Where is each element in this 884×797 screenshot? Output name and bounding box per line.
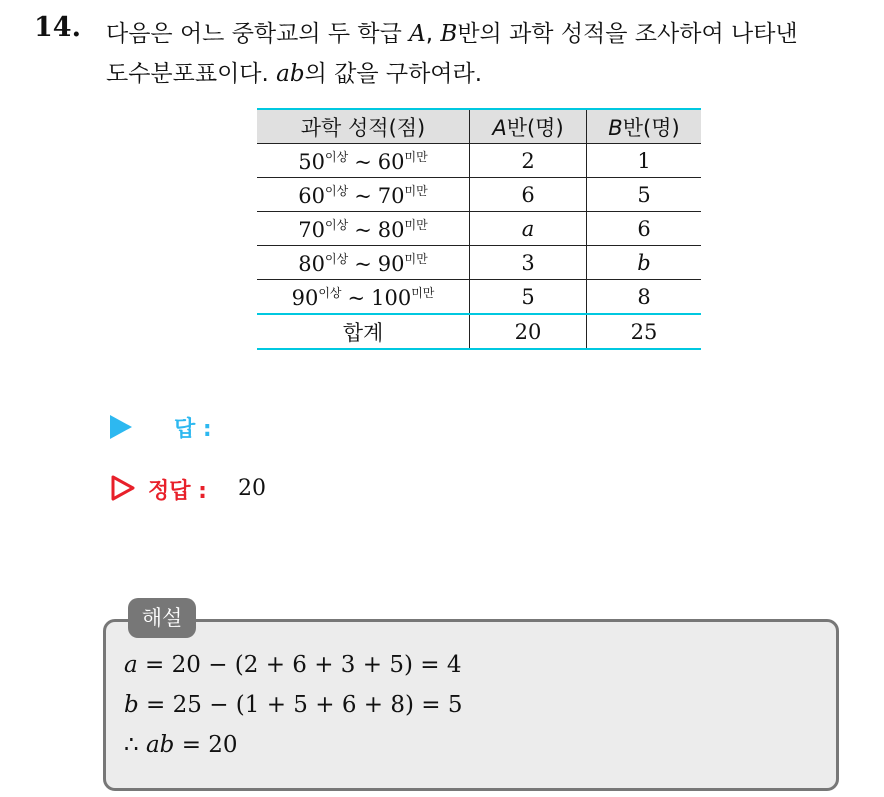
score-range — [257, 178, 470, 212]
comma: , — [425, 21, 441, 47]
range-low: 80 — [298, 251, 325, 276]
sol-expr: = 20 − (2 + 6 + 3 + 5) = 4 — [137, 652, 462, 678]
header-var: A — [492, 115, 507, 140]
header-var: B — [608, 115, 623, 140]
score-range — [257, 144, 470, 178]
class-b-count — [587, 246, 702, 280]
problem-text-part: 도수분포표이다. — [106, 61, 277, 87]
class-b-count — [587, 178, 702, 212]
range-high: 60 — [377, 149, 405, 174]
count-value: 8 — [637, 284, 651, 309]
problem-text — [106, 14, 884, 94]
problem-text-part: 다음은 어느 중학교의 두 학급 — [106, 21, 410, 47]
var-b-class: B — [440, 21, 458, 47]
range-tilde: ~ — [354, 251, 372, 276]
over-label: 이상 — [325, 217, 349, 232]
table-total-row — [257, 314, 701, 349]
table-row — [257, 212, 701, 246]
range-high: 70 — [377, 183, 405, 208]
range-high: 80 — [377, 217, 405, 242]
class-b-count — [587, 144, 702, 178]
under-label: 미만 — [404, 149, 428, 164]
table-row — [257, 144, 701, 178]
under-label: 미만 — [411, 285, 435, 300]
sol-var: b — [124, 692, 139, 718]
header-class-a — [470, 109, 587, 144]
table-row — [257, 280, 701, 315]
score-range — [257, 280, 470, 315]
count-value: 5 — [637, 182, 651, 207]
range-tilde: ~ — [354, 217, 372, 242]
count-value: 6 — [521, 182, 535, 207]
sol-var: a — [124, 652, 138, 678]
therefore-symbol: ∴ — [124, 732, 146, 758]
count-value: b — [637, 250, 651, 275]
range-tilde: ~ — [354, 183, 372, 208]
var-ab: ab — [276, 61, 305, 87]
problem-text-part: 반의 과학 성적을 조사하여 나타낸 — [457, 21, 798, 47]
count-value: 1 — [637, 148, 651, 173]
score-range — [257, 246, 470, 280]
correct-answer-value: 20 — [238, 476, 266, 501]
total-a: 20 — [470, 314, 587, 349]
table-row — [257, 178, 701, 212]
var-a-class: A — [409, 21, 426, 47]
range-tilde: ~ — [354, 149, 372, 174]
class-a-count — [470, 178, 587, 212]
class-b-count — [587, 280, 702, 315]
header-class-b — [587, 109, 702, 144]
sol-expr: = 20 — [174, 732, 238, 758]
count-value: 5 — [521, 284, 535, 309]
correct-answer-label: 정답 : — [148, 479, 207, 504]
solution-line-1 — [124, 652, 461, 678]
range-low: 70 — [298, 217, 325, 242]
range-low: 60 — [298, 183, 325, 208]
frequency-table — [257, 108, 701, 350]
count-value: 6 — [637, 216, 651, 241]
under-label: 미만 — [404, 251, 428, 266]
range-high: 100 — [371, 285, 412, 310]
over-label: 이상 — [325, 183, 349, 198]
solution-line-3 — [124, 732, 238, 758]
outline-triangle-icon — [110, 474, 136, 502]
solution-tag: 해설 — [128, 598, 196, 638]
total-b: 25 — [587, 314, 702, 349]
header-rest: 반(명) — [506, 115, 564, 140]
count-value: 3 — [521, 250, 535, 275]
class-a-count — [470, 212, 587, 246]
count-value: 2 — [521, 148, 535, 173]
under-label: 미만 — [404, 183, 428, 198]
class-a-count — [470, 246, 587, 280]
range-high: 90 — [377, 251, 405, 276]
answer-label: 답 : — [174, 417, 212, 442]
range-low: 90 — [291, 285, 319, 310]
header-rest: 반(명) — [622, 115, 680, 140]
range-low: 50 — [298, 149, 325, 174]
class-a-count — [470, 144, 587, 178]
count-value: a — [521, 216, 535, 241]
under-label: 미만 — [404, 217, 428, 232]
total-label: 합계 — [257, 314, 470, 349]
play-icon — [110, 415, 132, 439]
problem-text-part: 의 값을 구하여라. — [304, 61, 483, 87]
sol-expr: = 25 − (1 + 5 + 6 + 8) = 5 — [138, 692, 463, 718]
table-row — [257, 246, 701, 280]
solution-line-2 — [124, 692, 462, 718]
problem-number: 14. — [34, 12, 81, 43]
over-label: 이상 — [325, 149, 349, 164]
score-range — [257, 212, 470, 246]
over-label: 이상 — [318, 285, 342, 300]
sol-var: ab — [145, 732, 175, 758]
range-tilde: ~ — [347, 285, 366, 310]
header-score: 과학 성적(점) — [257, 109, 470, 144]
class-a-count — [470, 280, 587, 315]
class-b-count — [587, 212, 702, 246]
table-header-row — [257, 109, 701, 144]
over-label: 이상 — [325, 251, 349, 266]
